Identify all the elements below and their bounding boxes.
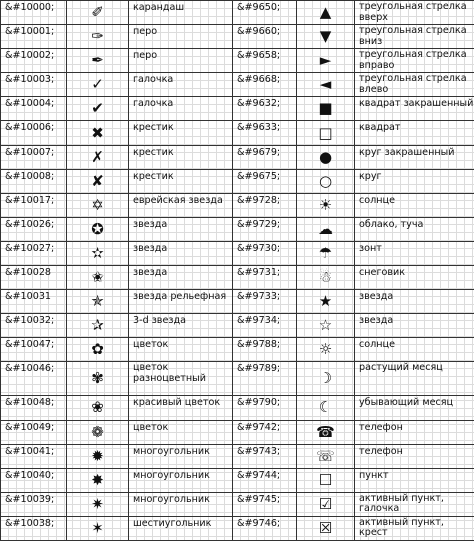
entity-code-cell: &#10040; xyxy=(1,468,67,492)
entity-code-cell: &#9731; xyxy=(233,266,297,290)
entity-code-cell: &#10001; xyxy=(1,25,67,49)
symbol-name-cell: активный пункт, крест xyxy=(355,516,474,540)
symbol-glyph: ☏ xyxy=(297,444,355,468)
symbol-glyph: ✿ xyxy=(67,338,129,362)
symbol-glyph: ■ xyxy=(297,97,355,121)
symbol-glyph: ◄ xyxy=(297,73,355,97)
symbol-name-cell: перо xyxy=(129,25,233,49)
symbol-glyph: ✹ xyxy=(67,444,129,468)
entity-code-cell: &#10039; xyxy=(1,492,67,516)
table-row xyxy=(1,290,474,314)
symbol-glyph: ✫ xyxy=(67,241,129,265)
symbol-glyph: ▼ xyxy=(297,25,355,49)
symbol-name-cell: пункт xyxy=(355,468,474,492)
symbol-glyph: ✘ xyxy=(67,169,129,193)
entity-code-cell: &#9743; xyxy=(233,444,297,468)
symbol-glyph: ☽ xyxy=(297,362,355,396)
symbol-name-cell: солнце xyxy=(355,338,474,362)
entity-code-cell: &#9633; xyxy=(233,121,297,145)
symbol-name-cell: снеговик xyxy=(355,266,474,290)
symbol-name-cell: звезда xyxy=(129,241,233,265)
entity-code-cell: &#10002; xyxy=(1,49,67,73)
symbol-name-cell: растущий месяц xyxy=(355,362,474,396)
symbol-glyph: ☆ xyxy=(297,314,355,338)
table-row xyxy=(1,516,474,540)
entity-code-cell: &#10027; xyxy=(1,241,67,265)
symbol-name-cell: зонт xyxy=(355,241,474,265)
entity-code-cell: &#10047; xyxy=(1,338,67,362)
entity-code-cell: &#10048; xyxy=(1,396,67,420)
symbol-glyph: ✓ xyxy=(67,73,129,97)
symbol-name-cell: перо xyxy=(129,49,233,73)
entity-code-cell: &#10008; xyxy=(1,169,67,193)
entity-code-cell: &#9658; xyxy=(233,49,297,73)
symbol-name-cell: солнце xyxy=(355,193,474,217)
symbol-glyph: ☎ xyxy=(297,420,355,444)
symbol-name-cell: убывающий месяц xyxy=(355,396,474,420)
entity-code-cell: &#9745; xyxy=(233,492,297,516)
entity-code-cell: &#10017; xyxy=(1,193,67,217)
entity-code-cell: &#9660; xyxy=(233,25,297,49)
table-row xyxy=(1,49,474,73)
symbol-glyph: ★ xyxy=(297,290,355,314)
symbol-name-cell: многоугольник xyxy=(129,444,233,468)
entity-code-cell: &#9679; xyxy=(233,145,297,169)
symbol-name-cell: звезда xyxy=(355,314,474,338)
symbol-glyph: ✷ xyxy=(67,492,129,516)
symbol-name-cell: квадрат закрашенный xyxy=(355,97,474,121)
symbol-name-cell: цветок xyxy=(129,338,233,362)
symbol-name-cell: квадрат xyxy=(355,121,474,145)
entity-code-cell: &#10041; xyxy=(1,444,67,468)
symbol-name-cell: крестик xyxy=(129,169,233,193)
entity-code-cell: &#10049; xyxy=(1,420,67,444)
entity-code-cell: &#10000; xyxy=(1,1,67,25)
entity-code-cell: &#9788; xyxy=(233,338,297,362)
symbol-glyph: ✰ xyxy=(67,314,129,338)
symbol-glyph: ❀ xyxy=(67,396,129,420)
entity-code-cell: &#10007; xyxy=(1,145,67,169)
entity-code-cell: &#9744; xyxy=(233,468,297,492)
table-row xyxy=(1,266,474,290)
entity-code-cell: &#10026; xyxy=(1,217,67,241)
symbol-name-cell: карандаш xyxy=(129,1,233,25)
symbol-name-cell: звезда xyxy=(129,217,233,241)
entity-code-cell: &#9746; xyxy=(233,516,297,540)
symbol-glyph: ✑ xyxy=(67,25,129,49)
table-row xyxy=(1,338,474,362)
symbol-name-cell: звезда xyxy=(129,266,233,290)
symbol-name-cell: треугольная стрелка влево xyxy=(355,73,474,97)
symbol-name-cell: треугольная стрелка вверх xyxy=(355,1,474,25)
symbol-name-cell: еврейская звезда xyxy=(129,193,233,217)
entity-code-cell: &#10032; xyxy=(1,314,67,338)
symbol-glyph: ● xyxy=(297,145,355,169)
entity-code-cell: &#10028 xyxy=(1,266,67,290)
table-row xyxy=(1,362,474,396)
symbol-glyph: ✖ xyxy=(67,121,129,145)
symbol-name-cell: шестиугольник xyxy=(129,516,233,540)
symbol-glyph: ☾ xyxy=(297,396,355,420)
symbol-glyph: ☃ xyxy=(297,266,355,290)
symbol-glyph: ○ xyxy=(297,169,355,193)
symbol-glyph: ☀ xyxy=(297,193,355,217)
entity-code-cell: &#9728; xyxy=(233,193,297,217)
symbol-glyph: ☁ xyxy=(297,217,355,241)
symbol-glyph: ❁ xyxy=(67,420,129,444)
symbol-name-cell: телефон xyxy=(355,444,474,468)
table-row xyxy=(1,97,474,121)
entity-code-cell: &#9789; xyxy=(233,362,297,396)
symbol-glyph: □ xyxy=(297,121,355,145)
symbol-name-cell: звезда xyxy=(355,290,474,314)
symbol-name-cell: 3-d звезда xyxy=(129,314,233,338)
symbol-glyph: ✗ xyxy=(67,145,129,169)
table-row xyxy=(1,193,474,217)
symbol-glyph: ☒ xyxy=(297,516,355,540)
symbol-name-cell: многоугольник xyxy=(129,492,233,516)
table-row xyxy=(1,492,474,516)
symbol-name-cell: галочка xyxy=(129,97,233,121)
table-row xyxy=(1,396,474,420)
symbol-glyph: ✐ xyxy=(67,1,129,25)
symbol-table-body xyxy=(1,1,474,541)
entity-code-cell: &#9790; xyxy=(233,396,297,420)
symbol-name-cell: крестик xyxy=(129,145,233,169)
symbol-name-cell: галочка xyxy=(129,73,233,97)
symbol-name-cell: многоугольник xyxy=(129,468,233,492)
entity-code-cell: &#10038; xyxy=(1,516,67,540)
entity-code-cell: &#9742; xyxy=(233,420,297,444)
table-row xyxy=(1,145,474,169)
symbol-name-cell: звезда рельефная xyxy=(129,290,233,314)
table-row xyxy=(1,217,474,241)
symbol-name-cell: телефон xyxy=(355,420,474,444)
entity-code-cell: &#10004; xyxy=(1,97,67,121)
entity-code-cell: &#9668; xyxy=(233,73,297,97)
symbol-glyph: ► xyxy=(297,49,355,73)
entity-code-cell: &#10046; xyxy=(1,362,67,396)
table-row xyxy=(1,73,474,97)
symbol-name-cell: треугольная стрелка вправо xyxy=(355,49,474,73)
entity-code-cell: &#9730; xyxy=(233,241,297,265)
table-row xyxy=(1,25,474,49)
symbol-glyph: ✔ xyxy=(67,97,129,121)
table-row xyxy=(1,420,474,444)
table-row xyxy=(1,241,474,265)
symbol-name-cell: круг xyxy=(355,169,474,193)
entity-code-cell: &#10031 xyxy=(1,290,67,314)
entity-code-cell: &#9675; xyxy=(233,169,297,193)
symbol-name-cell: треугольная стрелка вниз xyxy=(355,25,474,49)
symbol-name-cell: круг закрашенный xyxy=(355,145,474,169)
symbol-glyph: ✡ xyxy=(67,193,129,217)
symbol-glyph: ✪ xyxy=(67,217,129,241)
entity-code-cell: &#9729; xyxy=(233,217,297,241)
table-row xyxy=(1,444,474,468)
symbol-glyph: ✯ xyxy=(67,290,129,314)
table-row xyxy=(1,468,474,492)
table-row xyxy=(1,1,474,25)
table-row xyxy=(1,314,474,338)
symbol-glyph: ▲ xyxy=(297,1,355,25)
symbol-glyph: ✸ xyxy=(67,468,129,492)
symbol-name-cell: цветок xyxy=(129,420,233,444)
symbol-glyph: ☑ xyxy=(297,492,355,516)
symbol-glyph: ☐ xyxy=(297,468,355,492)
table-row xyxy=(1,121,474,145)
entity-code-cell: &#9632; xyxy=(233,97,297,121)
entity-code-cell: &#10003; xyxy=(1,73,67,97)
entity-code-cell: &#9650; xyxy=(233,1,297,25)
entity-code-cell: &#10006; xyxy=(1,121,67,145)
table-row xyxy=(1,169,474,193)
symbol-name-cell: цветок разноцветный xyxy=(129,362,233,396)
symbol-glyph: ✶ xyxy=(67,516,129,540)
entity-code-cell: &#9733; xyxy=(233,290,297,314)
symbol-glyph: ✒ xyxy=(67,49,129,73)
symbol-name-cell: крестик xyxy=(129,121,233,145)
symbol-name-cell: облако, туча xyxy=(355,217,474,241)
symbol-glyph: ✬ xyxy=(67,266,129,290)
entity-code-cell: &#9734; xyxy=(233,314,297,338)
symbol-name-cell: активный пункт, галочка xyxy=(355,492,474,516)
symbol-name-cell: красивый цветок xyxy=(129,396,233,420)
symbol-glyph: ☂ xyxy=(297,241,355,265)
symbol-glyph: ✾ xyxy=(67,362,129,396)
symbol-glyph: ☼ xyxy=(297,338,355,362)
